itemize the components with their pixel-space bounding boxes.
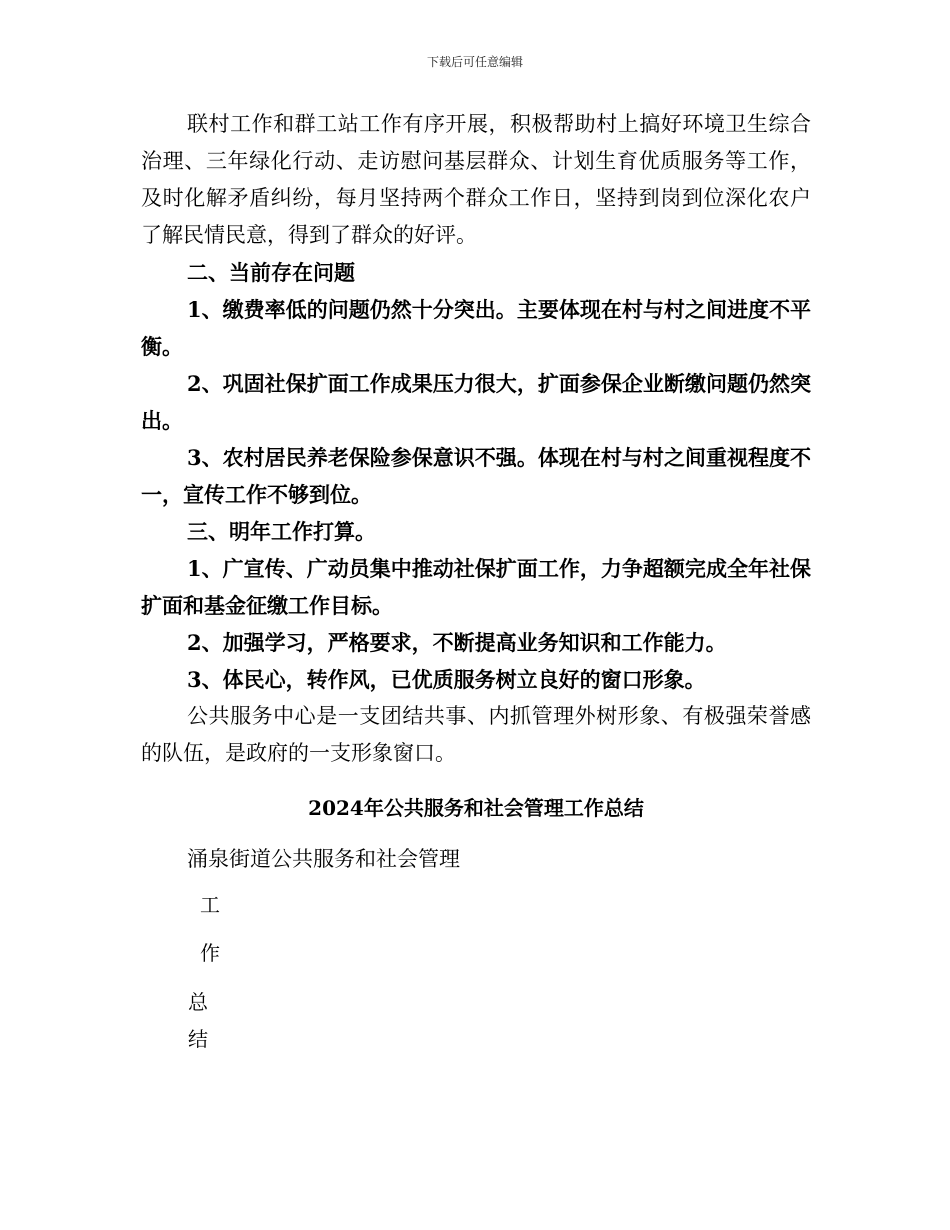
problem-item-1: 1、缴费率低的问题仍然十分突出。主要体现在村与村之间进度不平衡。 bbox=[141, 297, 811, 359]
plan-item-2: 2、加强学习，严格要求，不断提高业务知识和工作能力。 bbox=[187, 630, 727, 655]
document-body bbox=[141, 106, 811, 878]
plan-item-1: 1、广宣传、广动员集中推动社保扩面工作，力争超额完成全年社保扩面和基金征缴工作目标。 bbox=[141, 556, 811, 618]
document-subtitle: 涌泉街道公共服务和社会管理 bbox=[187, 847, 460, 871]
problem-item-3: 3、农村居民养老保险参保意识不强。体现在村与村之间重视程度不一，宣传工作不够到位。 bbox=[141, 445, 811, 507]
paragraph-village-work: 联村工作和群工站工作有序开展，积极帮助村上搞好环境卫生综合治理、三年绿化行动、走访慰问基层群众、计划生育优质服务等工作，及时化解矛盾纠纷，每月坚持两个群众工作日，坚持到岗到位深化农户了解民情民意，得到了群众的好评。 bbox=[141, 112, 811, 247]
vertical-char-zuo: 作 bbox=[200, 941, 220, 965]
vertical-char-jie: 结 bbox=[188, 1027, 208, 1051]
heading-next-year-plan: 三、明年工作打算。 bbox=[187, 519, 376, 544]
plan-item-3: 3、体民心，转作风，已优质服务树立良好的窗口形象。 bbox=[187, 667, 706, 692]
document-title: 2024年公共服务和社会管理工作总结 bbox=[308, 796, 644, 820]
problem-item-2: 2、巩固社保扩面工作成果压力很大，扩面参保企业断缴问题仍然突出。 bbox=[141, 371, 811, 433]
page-header: 下载后可任意编辑 bbox=[426, 55, 523, 69]
closing-paragraph: 公共服务中心是一支团结共事、内抓管理外树形象、有极强荣誉感的队伍，是政府的一支形象窗口。 bbox=[141, 704, 811, 765]
vertical-char-gong: 工 bbox=[200, 893, 220, 917]
heading-current-problems: 二、当前存在问题 bbox=[187, 260, 355, 285]
vertical-char-zong: 总 bbox=[188, 990, 208, 1014]
